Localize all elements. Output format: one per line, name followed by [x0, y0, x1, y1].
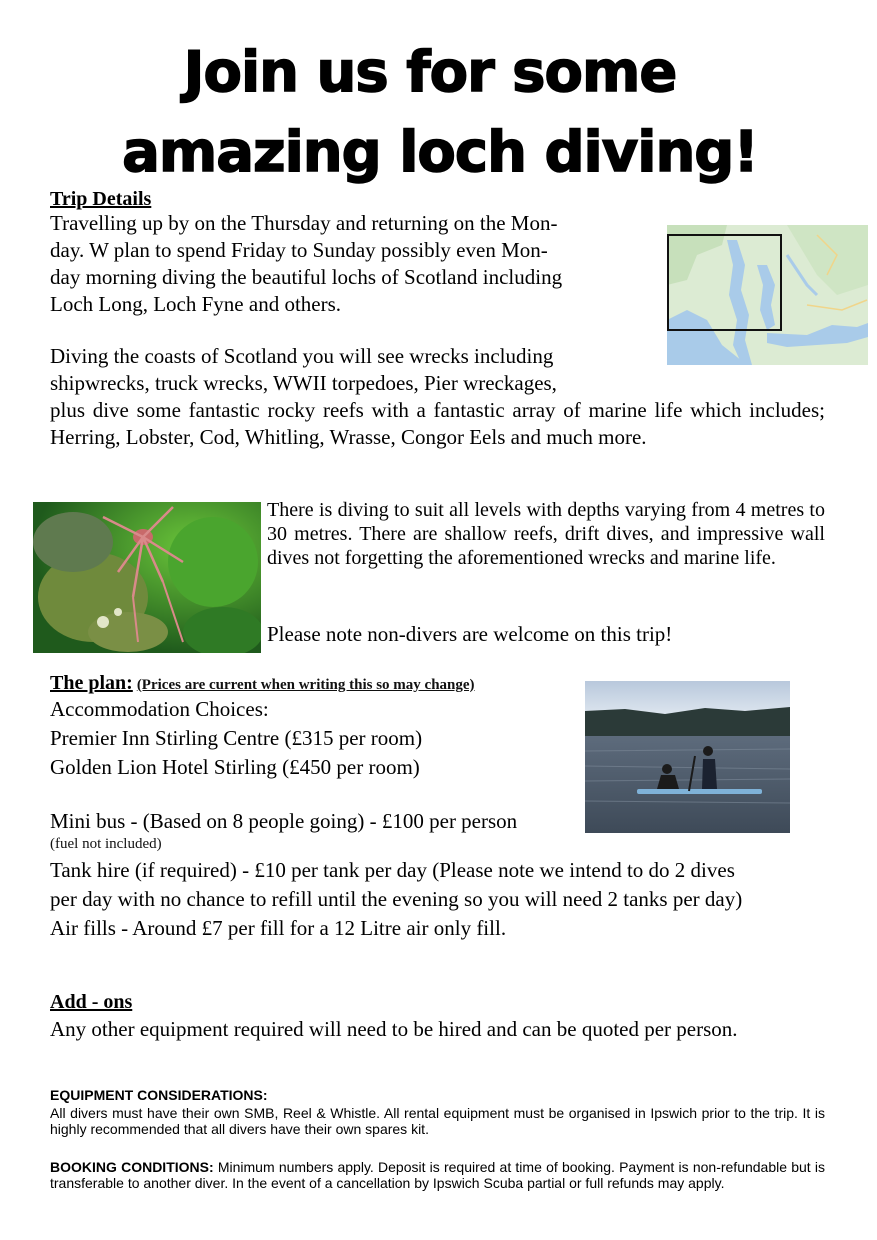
crab-icon	[33, 502, 261, 653]
accommodation-label: Accommodation Choices:	[50, 697, 269, 721]
tank-hire-line: per day with no chance to refill until the evening so you will need 2 tanks per day)	[50, 887, 743, 911]
booking-paragraph	[50, 1159, 825, 1191]
reef-crab-photo	[33, 502, 261, 653]
addons-heading: Add - ons	[50, 991, 133, 1013]
accommodation-option: Premier Inn Stirling Centre (£315 per room)	[50, 726, 423, 750]
trip-details-paragraph	[50, 210, 665, 318]
booking-text: Minimum numbers apply. Deposit is required at time of booking. Payment is non-refundable but is transferable to another diver. In the event of a cancellation by Ipswich Scuba partial or full refunds may apply.	[50, 1159, 825, 1191]
trip-details-line: day. W plan to spend Friday to Sunday possibly even Mon-	[50, 238, 548, 262]
plan-heading: The plan:	[50, 672, 133, 694]
trip-details-heading: Trip Details	[50, 188, 152, 210]
tank-hire-line: Tank hire (if required) - £10 per tank per day (Please note we intend to do 2 dives	[50, 858, 735, 882]
levels-paragraph: There is diving to suit all levels with depths varying from 4 metres to 30 metres. There are shallow reefs, drift dives, and impressive wall dives not forgetting the aforementioned wrecks and marine life.	[267, 499, 825, 569]
map-icon	[667, 225, 868, 365]
equipment-heading-text: EQUIPMENT CONSIDERATIONS:	[50, 1087, 268, 1103]
trip-details-line: Loch Long, Loch Fyne and others.	[50, 292, 342, 316]
prices-note: (Prices are current when writing this so may change)	[136, 677, 475, 693]
coasts-line: shipwrecks, truck wrecks, WWII torpedoes, Pier wreckages,	[50, 371, 557, 395]
booking-heading: BOOKING CONDITIONS:	[50, 1159, 214, 1175]
scotland-map-image	[667, 225, 868, 365]
plan-heading-row	[50, 672, 475, 695]
equipment-heading	[50, 1087, 268, 1103]
addons-text: Any other equipment required will need to be hired and can be quoted per person.	[50, 1017, 738, 1041]
paddleboard-icon	[585, 681, 790, 833]
accommodation-option: Golden Lion Hotel Stirling (£450 per room)	[50, 755, 420, 779]
non-divers-note: Please note non-divers are welcome on this trip!	[267, 622, 673, 646]
coasts-paragraph-rest: plus dive some fantastic rocky reefs with a fantastic array of marine life which includes; Herring, Lobster, Cod, Whitling, Wrasse, Congor Eels and much more.	[50, 398, 825, 449]
page-title-line-2: amazing loch diving!	[122, 120, 758, 185]
equipment-text: All divers must have their own SMB, Reel & Whistle. All rental equipment must be organised in Ipswich prior to the trip. It is highly recommended that all divers have their own spares kit.	[50, 1105, 825, 1137]
paddleboard-lake-photo	[585, 681, 790, 833]
tank-air-list	[50, 856, 742, 943]
minibus-line: Mini bus - (Based on 8 people going) - £100 per person	[50, 809, 518, 833]
page-title-line-1: Join us for some	[183, 40, 677, 105]
trip-details-line: day morning diving the beautiful lochs of Scotland including	[50, 265, 563, 289]
accommodation-list	[50, 695, 422, 782]
coasts-paragraph-top	[50, 343, 665, 397]
fuel-note: (fuel not included)	[50, 836, 162, 852]
air-fills-line: Air fills - Around £7 per fill for a 12 Litre air only fill.	[50, 916, 507, 940]
coasts-line: Diving the coasts of Scotland you will see wrecks including	[50, 344, 554, 368]
trip-details-line: Travelling up by on the Thursday and returning on the Mon-	[50, 211, 558, 235]
